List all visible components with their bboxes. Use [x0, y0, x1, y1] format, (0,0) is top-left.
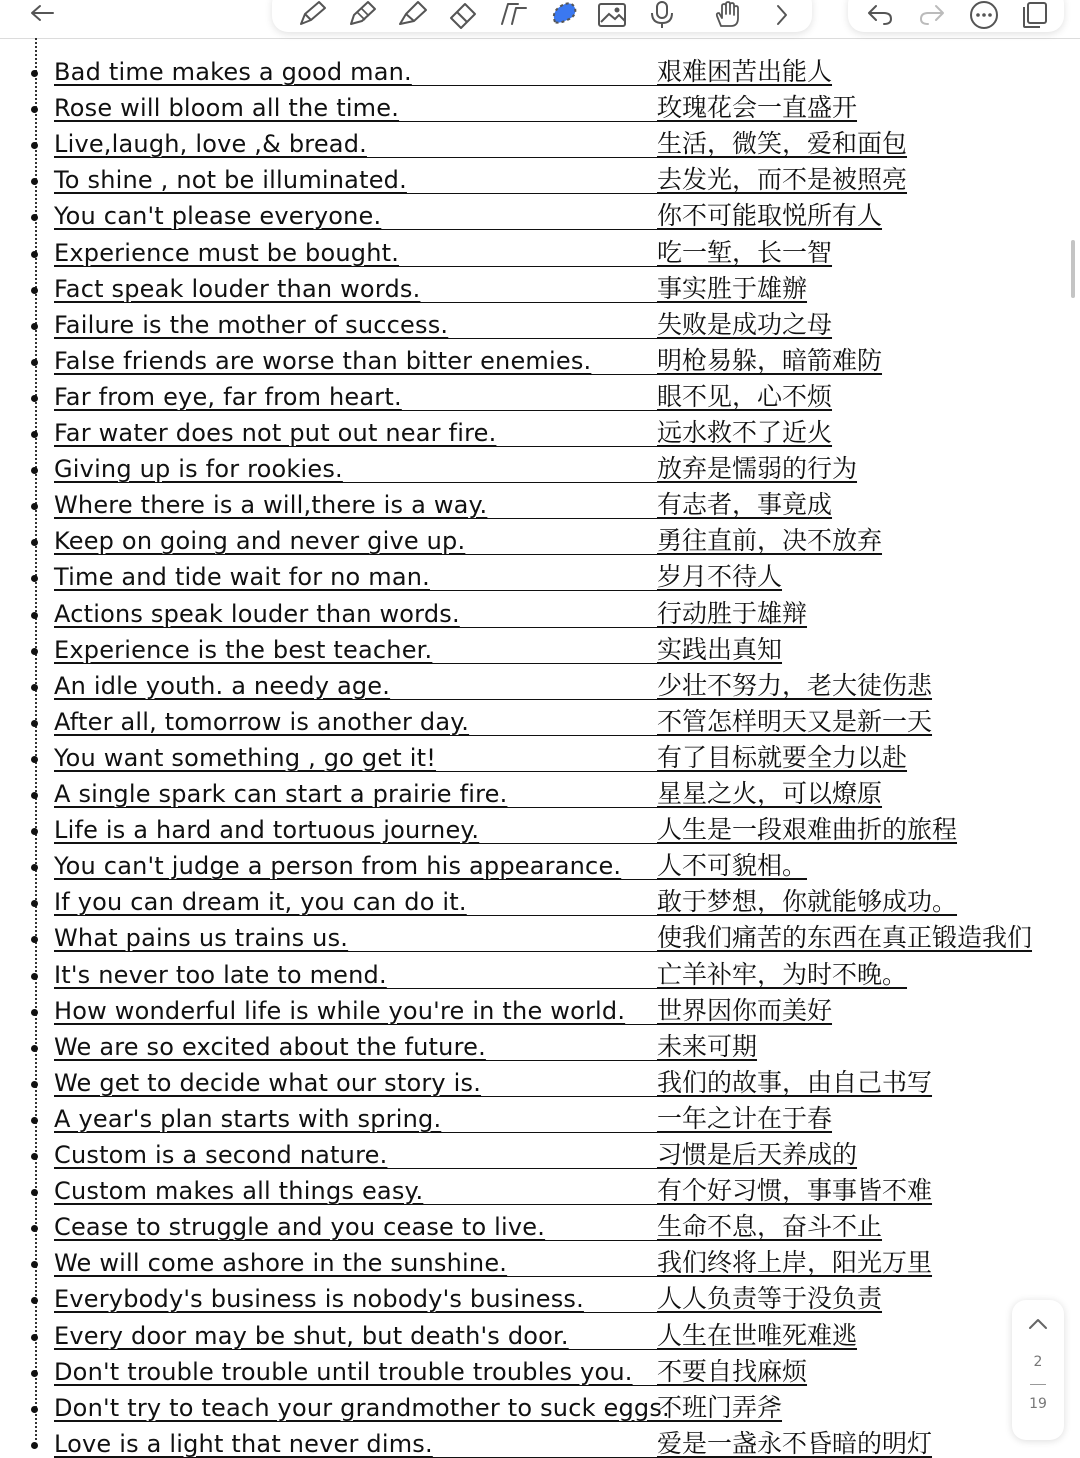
- current-page-number: 2: [1033, 1354, 1043, 1370]
- tool-highlighter[interactable]: [394, 0, 430, 30]
- bullet-dot: [31, 323, 38, 330]
- chevron-up-icon: [1026, 1317, 1050, 1336]
- chinese-translation: 远水救不了近火: [657, 418, 833, 447]
- chinese-translation: 不班门弄斧: [657, 1392, 783, 1422]
- pages-button[interactable]: [1016, 0, 1052, 30]
- page-navigator: [1012, 1300, 1064, 1440]
- action-palette: [848, 0, 1064, 32]
- chinese-translation: 习惯是后天养成的: [657, 1140, 858, 1169]
- english-phrase: Love is a light that never dims.: [54, 1429, 433, 1458]
- english-phrase: Live,laugh, love ,& bread.: [54, 130, 367, 159]
- english-phrase: We get to decide what our story is.: [54, 1068, 482, 1097]
- back-arrow-icon: [29, 5, 55, 25]
- bullet-dot: [31, 1406, 38, 1413]
- english-phrase: Experience must be bought.: [54, 238, 400, 267]
- phrase-row: [0, 987, 1080, 1023]
- phrase-row: [0, 951, 1080, 987]
- tool-palette: [272, 0, 812, 32]
- chinese-translation: 艰难困苦出能人: [657, 57, 833, 86]
- tool-pen[interactable]: [294, 0, 330, 30]
- chinese-translation: 少壮不努力，老大徒伤悲: [657, 670, 933, 700]
- phrase-row: [0, 409, 1080, 445]
- tool-voice[interactable]: [644, 0, 680, 30]
- bullet-dot: [31, 431, 38, 438]
- note-page[interactable]: [0, 38, 1080, 1458]
- chinese-translation: 星星之火，可以燎原: [657, 779, 883, 808]
- bullet-dot: [31, 395, 38, 402]
- phrase-row: [0, 301, 1080, 337]
- english-phrase: We will come ashore in the sunshine.: [54, 1249, 508, 1278]
- tool-image[interactable]: [594, 0, 630, 30]
- phrase-row: [0, 1312, 1080, 1348]
- page-up-button[interactable]: [1026, 1316, 1050, 1336]
- chinese-translation: 实践出真知: [657, 634, 783, 664]
- english-phrase: It's never too late to mend.: [54, 960, 387, 989]
- page-number-divider: [1030, 1384, 1046, 1385]
- phrase-row: [0, 192, 1080, 231]
- bullet-dot: [31, 287, 38, 294]
- bullet-dot: [31, 684, 38, 691]
- lasso-icon: [549, 2, 579, 28]
- phrase-row: [0, 698, 1080, 734]
- phrase-row: [0, 1275, 1080, 1314]
- chinese-translation: 放弃是懦弱的行为: [657, 454, 858, 484]
- chinese-translation: 一年之计在于春: [657, 1103, 833, 1133]
- phrase-row: [0, 48, 1080, 84]
- bullet-dot: [31, 1297, 38, 1304]
- chinese-translation: 生活，微笑，爱和面包: [657, 129, 908, 159]
- bullet-dot: [31, 106, 38, 113]
- phrase-row: [0, 120, 1080, 159]
- chinese-translation: 不管怎样明天又是新一天: [657, 706, 933, 736]
- english-phrase: Don't trouble trouble until trouble troubles you.: [54, 1357, 633, 1386]
- chinese-translation: 明枪易躲，暗箭难防: [657, 345, 883, 375]
- bullet-dot: [31, 648, 38, 655]
- phrase-row: [0, 734, 1080, 770]
- bullet-dot: [31, 575, 38, 582]
- english-phrase: Every door may be shut, but death's door.: [54, 1321, 569, 1350]
- undo-icon: [866, 4, 894, 26]
- english-phrase: Actions speak louder than words.: [54, 599, 460, 628]
- phrase-row: [0, 770, 1080, 806]
- chinese-translation: 敢于梦想，你就能够成功。: [657, 887, 958, 917]
- pencil-icon: [347, 2, 377, 28]
- english-phrase: Rose will bloom all the time.: [54, 94, 400, 123]
- chinese-translation: 人不可貌相。: [657, 851, 808, 881]
- phrase-row: [0, 1203, 1080, 1242]
- bullet-dot: [31, 503, 38, 510]
- bullet-dot: [31, 1045, 38, 1052]
- bullet-dot: [31, 756, 38, 763]
- text-tool-icon: [498, 2, 530, 28]
- english-phrase: To shine , not be illuminated.: [54, 166, 407, 195]
- bullet-dot: [31, 1225, 38, 1232]
- english-phrase: What pains us trains us.: [54, 924, 349, 953]
- phrase-row: [0, 1384, 1080, 1420]
- chinese-translation: 人生是一段艰难曲折的旅程: [657, 815, 958, 845]
- bullet-dot: [31, 214, 38, 221]
- pen-icon: [297, 2, 327, 28]
- chinese-translation: 世界因你而美好: [657, 995, 833, 1025]
- bullet-dot: [31, 900, 38, 907]
- english-phrase: Time and tide wait for no man.: [54, 563, 430, 592]
- bullet-dot: [31, 142, 38, 149]
- english-phrase: You want something , go get it!: [54, 743, 437, 772]
- tool-pencil[interactable]: [344, 0, 380, 30]
- phrase-row: [0, 1059, 1080, 1095]
- chinese-translation: 岁月不待人: [657, 562, 783, 592]
- phrase-row: [0, 1023, 1080, 1059]
- phrase-row: [0, 878, 1080, 917]
- chinese-translation: 爱是一盏永不昏暗的明灯: [657, 1428, 933, 1458]
- chinese-translation: 勇往直前，决不放弃: [657, 526, 883, 556]
- english-phrase: We are so excited about the future.: [54, 1032, 486, 1061]
- bullet-dot: [31, 1189, 38, 1196]
- chinese-translation: 去发光，而不是被照亮: [657, 165, 908, 195]
- eraser-icon: [447, 2, 477, 28]
- chinese-translation: 亡羊补牢，为时不晚。: [657, 959, 908, 989]
- chinese-translation: 使我们痛苦的东西在真正锻造我们: [657, 923, 1033, 953]
- bullet-dot: [31, 1153, 38, 1160]
- english-phrase: Failure is the mother of success.: [54, 310, 449, 339]
- phrase-row: [0, 553, 1080, 592]
- bullet-dot: [31, 973, 38, 980]
- tool-hand[interactable]: [710, 0, 746, 30]
- chinese-translation: 有了目标就要全力以赴: [657, 742, 908, 772]
- chinese-translation: 生命不息，奋斗不止: [657, 1212, 883, 1242]
- bullet-dot: [31, 251, 38, 258]
- bullet-dot: [31, 720, 38, 727]
- chinese-translation: 失败是成功之母: [657, 309, 833, 339]
- bullet-dot: [31, 792, 38, 799]
- tool-eraser[interactable]: [444, 0, 480, 30]
- chinese-translation: 有志者，事竟成: [657, 490, 833, 520]
- redo-icon: [918, 4, 946, 26]
- bullet-dot: [31, 467, 38, 474]
- english-phrase: Fact speak louder than words.: [54, 274, 421, 303]
- chinese-translation: 我们的故事，由自己书写: [657, 1067, 933, 1097]
- chinese-translation: 不要自找麻烦: [657, 1356, 808, 1386]
- english-phrase: After all, tomorrow is another day.: [54, 707, 470, 736]
- pages-icon: [1020, 2, 1048, 28]
- phrase-row: [0, 337, 1080, 373]
- english-phrase: Don't try to teach your grandmother to suck eggs.: [54, 1393, 670, 1422]
- bullet-dot: [31, 936, 38, 943]
- phrase-row: [0, 1348, 1080, 1384]
- more-tools-button[interactable]: [764, 0, 800, 30]
- english-phrase: Far from eye, far from heart.: [54, 382, 402, 411]
- bullet-dot: [31, 359, 38, 366]
- microphone-icon: [647, 2, 677, 28]
- toolbar: [0, 0, 1080, 39]
- tool-text[interactable]: [494, 0, 534, 30]
- english-phrase: If you can dream it, you can do it.: [54, 888, 467, 917]
- english-phrase: Custom is a second nature.: [54, 1141, 388, 1169]
- chinese-translation: 玫瑰花会一直盛开: [657, 93, 858, 123]
- english-phrase: False friends are worse than bitter enemies.: [54, 346, 592, 375]
- tool-lasso[interactable]: [546, 0, 582, 30]
- phrase-row: [0, 1167, 1080, 1206]
- phrase-row: [0, 373, 1080, 409]
- bullet-dot: [31, 828, 38, 835]
- phrase-row: [0, 1239, 1080, 1278]
- chinese-translation: 行动胜于雄辩: [657, 598, 808, 628]
- english-phrase: A single spark can start a prairie fire.: [54, 780, 508, 808]
- english-phrase: You can't please everyone.: [54, 202, 382, 231]
- english-phrase: Far water does not put out near fire.: [54, 419, 497, 447]
- chinese-translation: 吃一堑，长一智: [657, 237, 833, 267]
- english-phrase: Cease to struggle and you cease to live.: [54, 1213, 546, 1242]
- chinese-translation: 事实胜于雄辦: [657, 273, 808, 303]
- english-phrase: Giving up is for rookies.: [54, 455, 343, 484]
- phrase-row: [0, 842, 1080, 881]
- english-phrase: Experience is the best teacher.: [54, 635, 433, 664]
- phrase-row: [0, 662, 1080, 698]
- phrase-row: [0, 1420, 1080, 1456]
- bullet-dot: [31, 70, 38, 77]
- english-phrase: Keep on going and never give up.: [54, 527, 466, 556]
- chinese-translation: 眼不见，心不烦: [657, 381, 833, 411]
- phrase-row: [0, 517, 1080, 556]
- back-button[interactable]: [22, 0, 62, 30]
- english-phrase: Where there is a will,there is a way.: [54, 491, 488, 520]
- english-phrase: Life is a hard and tortuous journey.: [54, 816, 480, 845]
- bullet-dot: [31, 864, 38, 871]
- bullet-dot: [31, 612, 38, 619]
- bullet-dot: [31, 1009, 38, 1016]
- chevron-right-icon: [774, 4, 790, 26]
- phrase-row: [0, 229, 1080, 265]
- chinese-translation: 有个好习惯，事事皆不难: [657, 1176, 933, 1206]
- bullet-dot: [31, 1081, 38, 1088]
- bullet-dot: [31, 539, 38, 546]
- phrase-row: [0, 445, 1080, 484]
- total-page-count: 19: [1029, 1396, 1047, 1412]
- chinese-translation: 你不可能取悦所有人: [657, 201, 883, 231]
- bullet-dot: [31, 1117, 38, 1124]
- phrase-row: [0, 1095, 1080, 1131]
- redo-button[interactable]: [914, 0, 950, 30]
- phrase-row: [0, 84, 1080, 123]
- chinese-translation: 我们终将上岸，阳光万里: [657, 1248, 933, 1278]
- hand-icon: [713, 2, 743, 28]
- scrollbar-thumb[interactable]: [1071, 240, 1075, 298]
- phrase-row: [0, 626, 1080, 662]
- english-phrase: Bad time makes a good man.: [54, 58, 412, 86]
- undo-button[interactable]: [862, 0, 898, 30]
- highlighter-icon: [397, 2, 427, 28]
- english-phrase: Everybody's business is nobody's business.: [54, 1285, 584, 1314]
- phrase-row: [0, 590, 1080, 626]
- phrase-row: [0, 914, 1080, 953]
- phrase-row: [0, 806, 1080, 845]
- chinese-translation: 人人负责等于没负责: [657, 1284, 883, 1314]
- chinese-translation: 未来可期: [657, 1031, 758, 1061]
- bullet-dot: [31, 1370, 38, 1377]
- english-phrase: How wonderful life is while you're in the world.: [54, 996, 626, 1025]
- phrase-row: [0, 481, 1080, 520]
- more-icon: [969, 0, 999, 30]
- more-options-button[interactable]: [966, 0, 1002, 30]
- english-phrase: Custom makes all things easy.: [54, 1177, 424, 1206]
- english-phrase: You can't judge a person from his appearance.: [54, 852, 622, 881]
- bullet-dot: [31, 178, 38, 185]
- english-phrase: An idle youth. a needy age.: [54, 671, 391, 700]
- phrase-row: [0, 1131, 1080, 1167]
- bullet-dot: [31, 1334, 38, 1341]
- phrase-row: [0, 156, 1080, 195]
- phrase-row: [0, 265, 1080, 301]
- bullet-dot: [31, 1261, 38, 1268]
- bullet-dot: [31, 1442, 38, 1449]
- english-phrase: A year's plan starts with spring.: [54, 1104, 442, 1133]
- chinese-translation: 人生在世唯死难逃: [657, 1320, 858, 1350]
- image-icon: [597, 2, 627, 28]
